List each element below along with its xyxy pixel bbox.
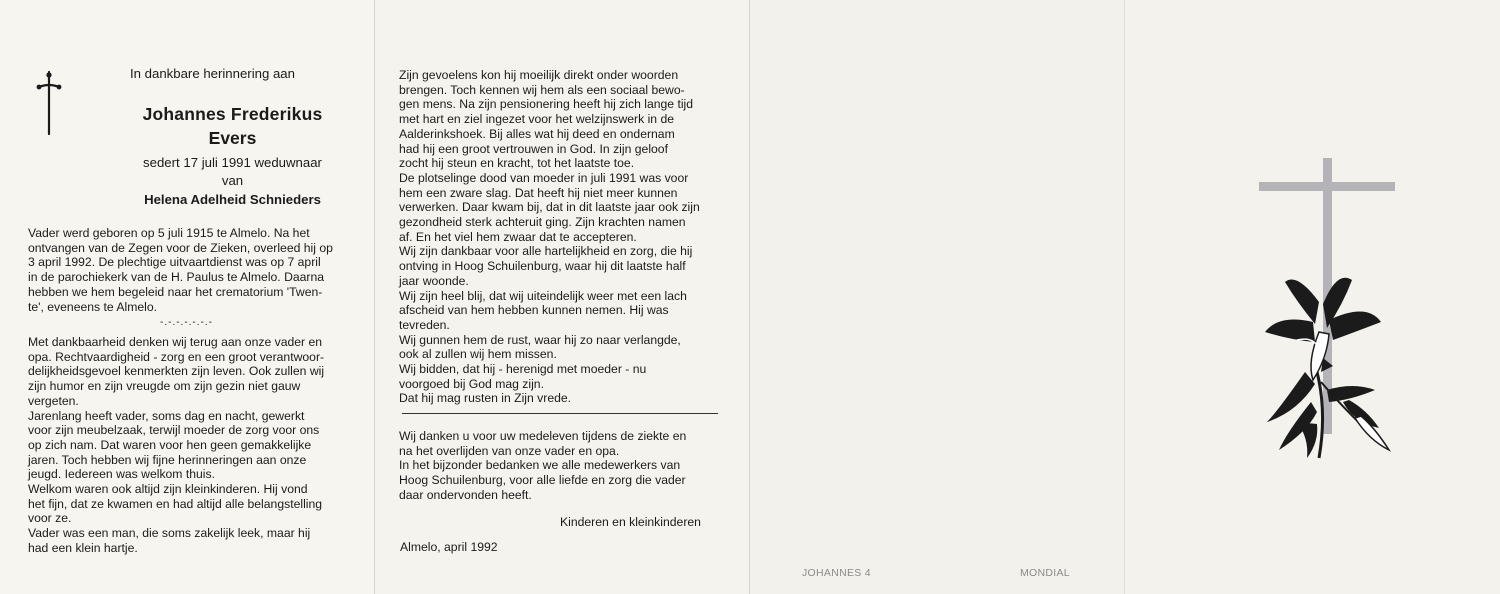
text-line: ook al zullen wij hem missen. bbox=[399, 347, 557, 362]
text-line: Wij danken u voor uw medeleven tijdens de ziekte en bbox=[399, 429, 687, 443]
text-line: hebben we hem begeleid naar het crematorium 'Twen- bbox=[28, 284, 323, 299]
separator: -.-.-.-.-.-.- bbox=[160, 317, 213, 328]
text-line: voor ze. bbox=[28, 511, 72, 526]
text-line: Met dankbaarheid denken wij terug aan onze vader en bbox=[28, 335, 323, 349]
card-panel-left bbox=[0, 0, 375, 594]
lily-flower-icon bbox=[1257, 262, 1392, 462]
text-line: voor zijn meubelzaak, terwijl moeder de zorg voor ons bbox=[28, 423, 320, 438]
text-line: Dat hij mag rusten in Zijn vrede. bbox=[399, 391, 572, 406]
text-line: het fijn, dat ze kwamen en had altijd alle belangstelling bbox=[28, 496, 323, 511]
text-line: zocht hij steun en kracht, tot het laatste toe. bbox=[399, 156, 635, 171]
text-line: met hart en ziel ingezet voor het welzijnswerk in de bbox=[399, 112, 675, 127]
biography-paragraph bbox=[28, 226, 357, 314]
text-line: Zijn gevoelens kon hij moeilijk direkt onder woorden bbox=[399, 68, 679, 82]
text-line: na het overlijden van onze vader en opa. bbox=[399, 443, 620, 458]
text-line: Aalderinkshoek. Bij alles wat hij deed en ondernam bbox=[399, 126, 675, 141]
text-line: gezondheid sterk achteruit ging. Zijn krachten namen bbox=[399, 215, 686, 230]
text-line: opa. Rechtvaardigheid - zorg en een groot verantwoor- bbox=[28, 349, 325, 364]
intro-text: In dankbare herinnering aan bbox=[130, 66, 295, 81]
deceased-name-last: Evers bbox=[208, 128, 257, 148]
text-line: jeugd. Iedereen was welkom thuis. bbox=[28, 467, 215, 482]
text-line: In het bijzonder bedanken we alle medewerkers van bbox=[399, 458, 681, 473]
text-line: afscheid van hem hebben kunnen nemen. Hij was bbox=[399, 303, 669, 318]
card-panel-back bbox=[750, 0, 1125, 594]
text-line: Hoog Schuilenburg, voor alle liefde en zorg die vader bbox=[399, 473, 686, 488]
text-line: Welkom waren ook altijd zijn kleinkinderen. Hij vond bbox=[28, 482, 308, 497]
van-text: van bbox=[221, 173, 244, 188]
text-line: Wij zijn dankbaar voor alle hartelijkheid en zorg, die hij bbox=[399, 244, 693, 259]
text-line: delijkheidsgevoel kenmerkten zijn leven. Ook zullen wij bbox=[28, 364, 325, 379]
text-line: had een klein hartje. bbox=[28, 540, 138, 555]
signature: Kinderen en kleinkinderen bbox=[560, 515, 701, 529]
text-line: hem een zware slag. Dat heeft hij niet meer kunnen bbox=[399, 185, 678, 200]
printer-mark: MONDIAL bbox=[1020, 567, 1070, 579]
text-line: voorgoed bij God mag zijn. bbox=[399, 376, 544, 391]
text-line: Wij gunnen hem de rust, waar hij zo naar verlangde, bbox=[399, 332, 681, 347]
text-line: Wij zijn heel blij, dat wij uiteindelijk weer met een lach bbox=[399, 288, 687, 303]
text-line: ontvangen van de Zegen voor de Zieken, overleed hij op bbox=[28, 240, 333, 255]
silver-cross-horizontal bbox=[1259, 182, 1395, 191]
deceased-name-first: Johannes Frederikus bbox=[142, 104, 323, 124]
text-line: tevreden. bbox=[399, 317, 450, 332]
print-code: JOHANNES 4 bbox=[802, 567, 871, 579]
memories-paragraph bbox=[28, 335, 357, 556]
text-line: jaar woonde. bbox=[399, 273, 469, 288]
divider bbox=[402, 413, 718, 414]
text-line: op zich nam. Dat waren voor hen geen gemakkelijke bbox=[28, 437, 312, 452]
widower-since: sedert 17 juli 1991 weduwnaar bbox=[143, 155, 322, 170]
text-line: zijn humor en zijn vreugde om zijn gezin niet gauw bbox=[28, 379, 301, 394]
spouse-name: Helena Adelheid Schnieders bbox=[144, 192, 321, 207]
text-line: jaren. Toch hebben wij fijne herinneringen aan onze bbox=[28, 452, 307, 467]
place-date: Almelo, april 1992 bbox=[400, 540, 498, 554]
text-line: 3 april 1992. De plechtige uitvaartdienst was op 7 april bbox=[28, 255, 321, 270]
character-paragraph bbox=[399, 68, 718, 406]
thanks-paragraph bbox=[399, 429, 718, 503]
text-line: Vader was een man, die soms zakelijk leek, maar hij bbox=[28, 526, 311, 541]
text-line: had hij een groot vertrouwen in God. In zijn geloof bbox=[399, 141, 668, 156]
text-line: ontving in Hoog Schuilenburg, waar hij dit laatste half bbox=[399, 259, 686, 274]
text-line: in de parochiekerk van de H. Paulus te Almelo. Daarna bbox=[28, 270, 325, 285]
text-line: af. En het viel hem zwaar dat te accepteren. bbox=[399, 229, 637, 244]
text-line: Wij bidden, dat hij - herenigd met moeder - nu bbox=[399, 362, 647, 377]
text-line: Jarenlang heeft vader, soms dag en nacht, gewerkt bbox=[28, 408, 305, 423]
text-line: vergeten. bbox=[28, 393, 79, 408]
text-line: De plotselinge dood van moeder in juli 1991 was voor bbox=[399, 170, 689, 185]
cross-icon bbox=[36, 70, 62, 136]
text-line: brengen. Toch kennen wij hem als een sociaal bewo- bbox=[399, 82, 685, 97]
text-line: verwerken. Daar kwam bij, dat in dit laatste jaar ook zijn bbox=[399, 200, 700, 215]
text-line: Vader werd geboren op 5 juli 1915 te Almelo. Na het bbox=[28, 226, 310, 240]
text-line: gen mens. Na zijn pensionering heeft hij zich lange tijd bbox=[399, 97, 694, 112]
text-line: daar ondervonden heeft. bbox=[399, 487, 532, 502]
text-line: te', eveneens te Almelo. bbox=[28, 299, 158, 314]
